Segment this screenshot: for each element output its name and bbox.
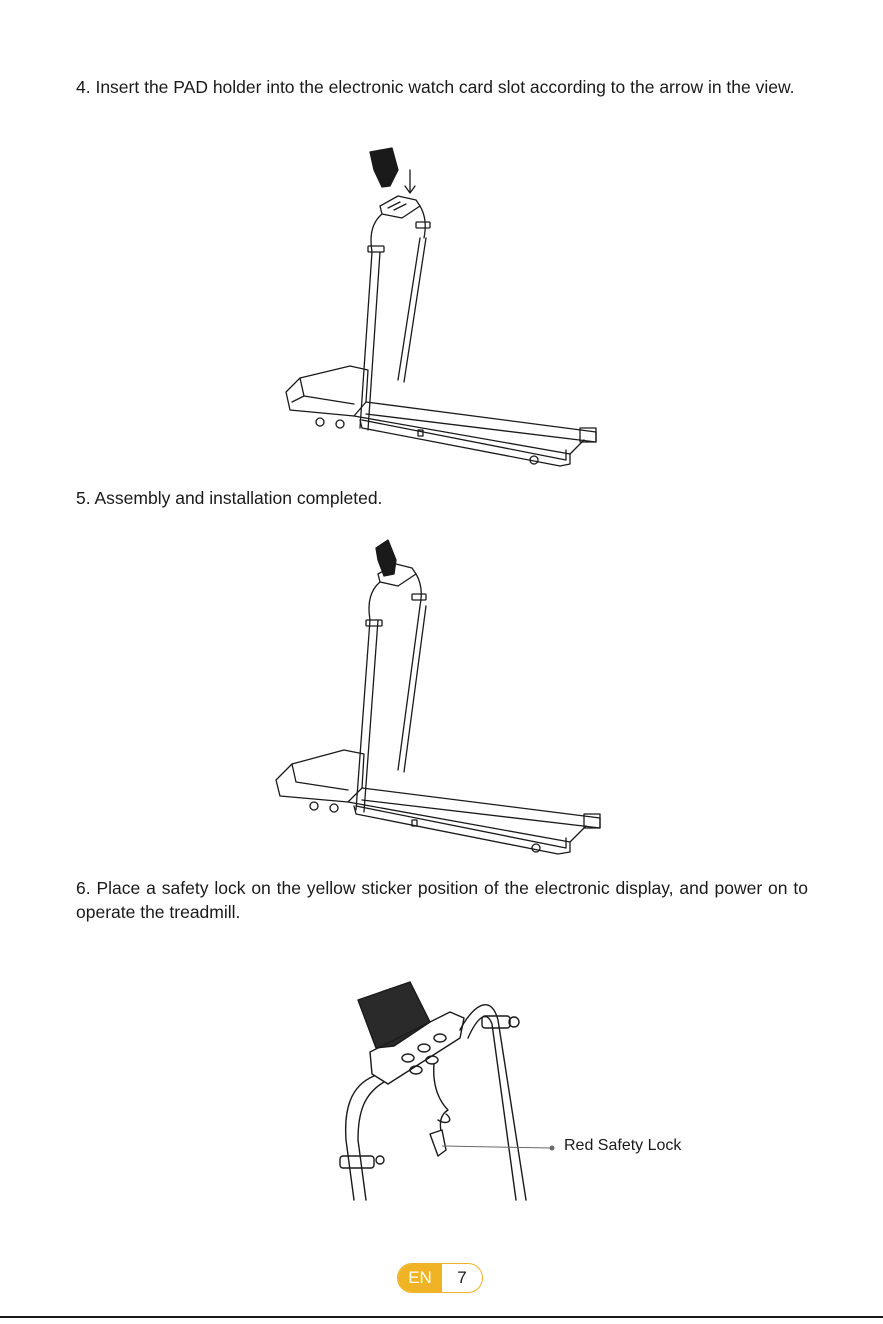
pad-holder-icon bbox=[370, 148, 398, 187]
callout-dot bbox=[550, 1146, 555, 1151]
step-6-instruction: 6. Place a safety lock on the yellow sticker position of the electronic display, and power on to operate the treadmill. bbox=[76, 878, 808, 922]
page-number-badge bbox=[397, 1263, 483, 1293]
red-safety-lock-label: Red Safety Lock bbox=[564, 1137, 682, 1154]
page-number: 7 bbox=[457, 1268, 467, 1287]
callout-leader-line bbox=[442, 1146, 552, 1148]
safety-lock-cord bbox=[434, 1064, 448, 1136]
treadmill-pad-insert-illustration bbox=[270, 140, 620, 480]
safety-lock-clip-icon bbox=[430, 1130, 446, 1156]
tablet-holder-icon bbox=[358, 982, 430, 1048]
treadmill-assembled-illustration bbox=[260, 530, 620, 865]
pad-holder-icon bbox=[376, 540, 396, 576]
step-5-instruction: 5. Assembly and installation completed. bbox=[76, 488, 383, 508]
step-4-instruction: 4. Insert the PAD holder into the electronic watch card slot according to the arrow in the view. bbox=[76, 77, 795, 97]
language-code: EN bbox=[398, 1264, 442, 1292]
bottom-rule bbox=[0, 1316, 883, 1318]
safety-lock-closeup-illustration bbox=[330, 960, 730, 1210]
